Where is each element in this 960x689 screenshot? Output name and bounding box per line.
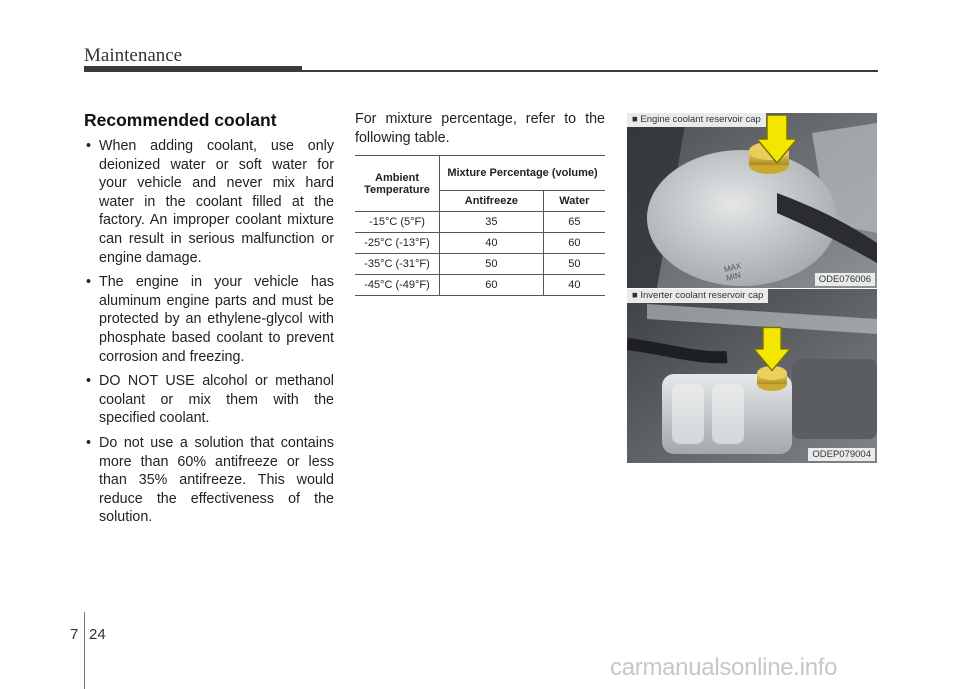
mixture-percentage-header: Mixture Percentage (volume) xyxy=(440,156,606,191)
header-rule-thin xyxy=(302,70,878,72)
footer-page-number: 24 xyxy=(89,626,106,643)
watermark: carmanualsonline.info xyxy=(610,654,838,681)
bullet-item xyxy=(84,434,334,527)
max-mark: MAX xyxy=(723,261,743,275)
bullet-text: The engine in your vehicle has aluminum engine parts and must be protected by an ethylene-glycol with phosphate based coolant to prevent corrosion and freezing. xyxy=(99,274,334,365)
antifreeze-cell: 35 xyxy=(440,212,544,233)
coolant-bullet-list xyxy=(84,137,334,533)
water-cell: 40 xyxy=(543,275,605,296)
inverter-coolant-photo xyxy=(627,289,877,463)
table-header-row xyxy=(355,156,605,191)
footer-section-number: 7 xyxy=(70,626,79,643)
engine-reservoir-illustration xyxy=(627,113,877,288)
bullet-item xyxy=(84,137,334,267)
antifreeze-header: Antifreeze xyxy=(440,191,544,212)
ambient-temp-header: Ambient Temperature xyxy=(355,156,440,212)
antifreeze-cell: 60 xyxy=(440,275,544,296)
arrow-down-icon xyxy=(754,326,790,372)
photo-code: ODE076006 xyxy=(815,273,875,286)
section-title: Recommended coolant xyxy=(84,110,277,130)
footer-divider xyxy=(84,612,85,689)
bullet-text: Do not use a solution that contains more than 60% antifreeze or less than 35% antifreeze. This would reduce the effectiveness of the solution. xyxy=(99,434,334,526)
header-rule-thick xyxy=(84,66,302,72)
antifreeze-cell: 40 xyxy=(440,233,544,254)
water-header: Water xyxy=(543,191,605,212)
temp-cell: -35°C (-31°F) xyxy=(355,254,440,275)
bullet-text: When adding coolant, use only deionized water or soft water for your vehicle and never mix hard water in the coolant filled at the factory. An improper coolant mixture can result in serious malfunction or engine damage. xyxy=(99,138,334,266)
table-row xyxy=(355,233,605,254)
water-cell: 60 xyxy=(543,233,605,254)
bullet-item xyxy=(84,273,334,366)
table-row xyxy=(355,212,605,233)
bullet-text: DO NOT USE alcohol or methanol coolant or mix them with the specified coolant. xyxy=(99,373,334,427)
table-row xyxy=(355,275,605,296)
temp-cell: -15°C (5°F) xyxy=(355,212,440,233)
min-mark: MIN xyxy=(725,270,742,283)
photo-code: ODEP079004 xyxy=(808,448,875,461)
table-row xyxy=(355,254,605,275)
bullet-dot-icon: • xyxy=(86,274,92,291)
bullet-item xyxy=(84,372,334,428)
mixture-intro-text: For mixture percentage, refer to the following table. xyxy=(355,111,605,146)
bullet-dot-icon: • xyxy=(86,434,92,451)
mixture-table xyxy=(355,155,605,296)
water-cell: 65 xyxy=(543,212,605,233)
water-cell: 50 xyxy=(543,254,605,275)
engine-coolant-photo xyxy=(627,113,877,288)
bullet-dot-icon: • xyxy=(86,138,92,154)
temp-cell: -45°C (-49°F) xyxy=(355,275,440,296)
photo-label: ■ Engine coolant reservoir cap xyxy=(627,113,766,127)
photo-label: ■ Inverter coolant reservoir cap xyxy=(627,289,768,303)
page-header-title: Maintenance xyxy=(84,45,183,66)
temp-cell: -25°C (-13°F) xyxy=(355,233,440,254)
antifreeze-cell: 50 xyxy=(440,254,544,275)
inverter-reservoir-illustration xyxy=(627,289,877,463)
bullet-dot-icon: • xyxy=(86,373,92,390)
